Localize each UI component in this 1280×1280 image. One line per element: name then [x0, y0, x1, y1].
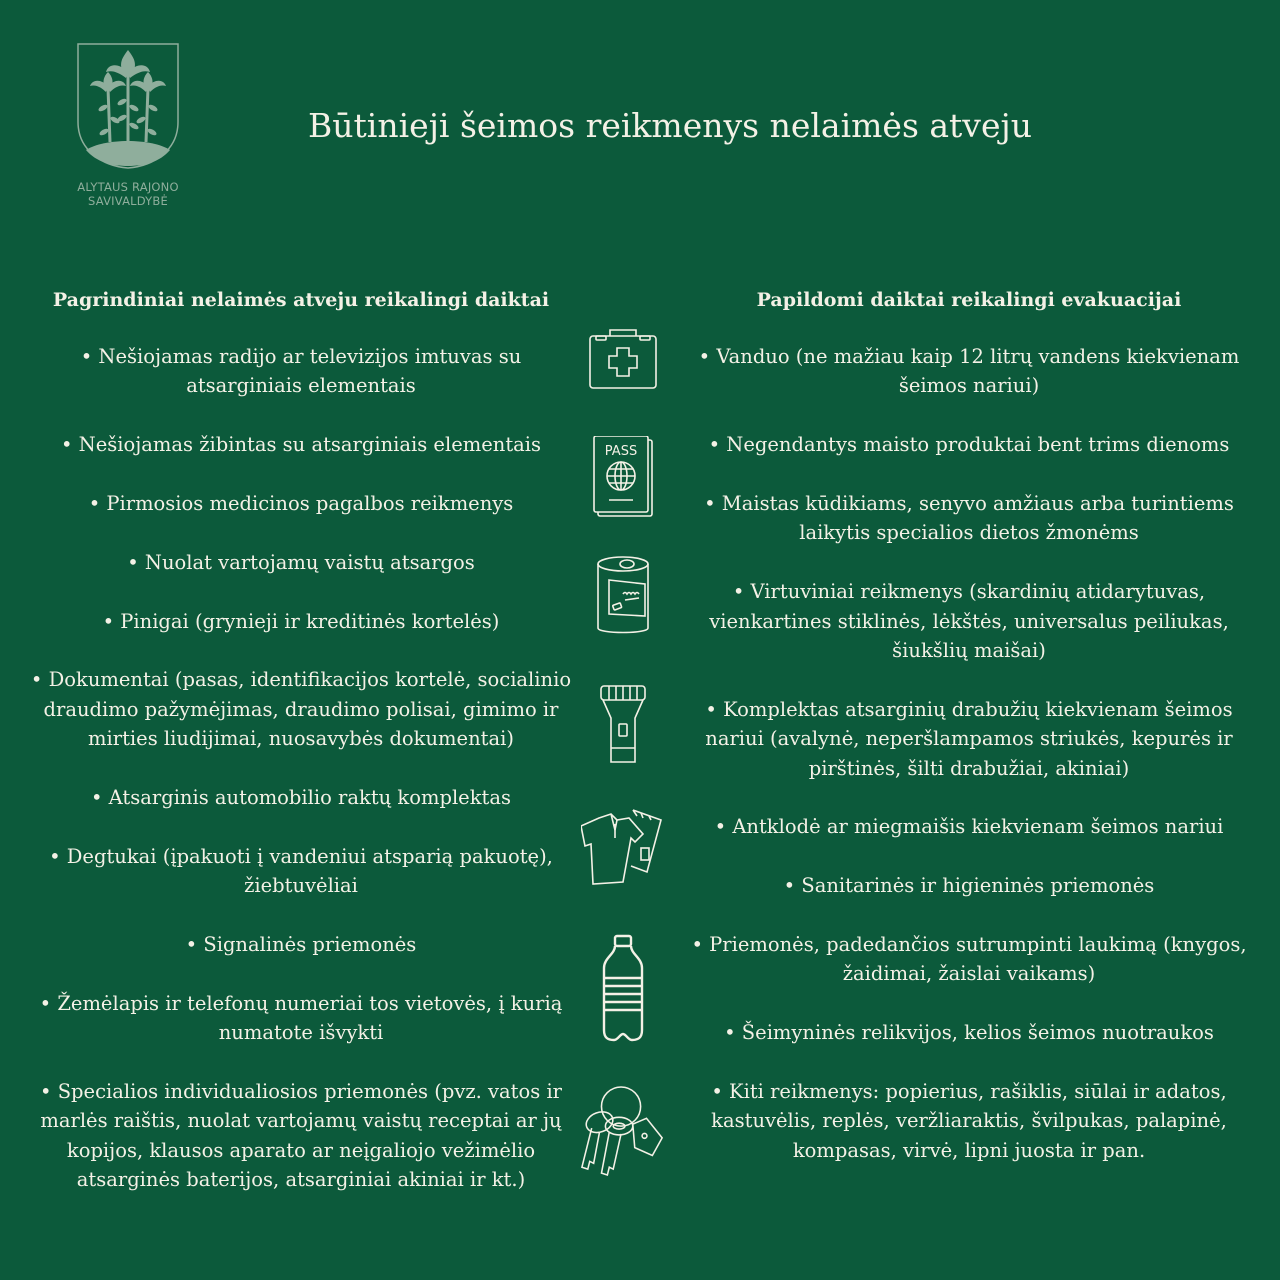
list-item: • Vanduo (ne mažiau kaip 12 litrų vandens kiekvienam šeimos nariui) [698, 345, 1240, 398]
list-item: • Kiti reikmenys: popierius, rašiklis, siūlai ir adatos, kastuvėlis, replės, veržliaraktis, švilpukas, palapinė, kompasas, virvė, lipni juosta ir pan. [711, 1080, 1227, 1162]
flashlight-icon [578, 684, 668, 766]
list-item: • Nešiojamas žibintas su atsarginiais elementais [60, 433, 542, 457]
list-item: • Žemėlapis ir telefonų numeriai tos vietovės, į kurią numatote išvykti [39, 991, 563, 1045]
clothes-icon [578, 808, 668, 890]
list-item: • Maistas kūdikiams, senyvo amžiaus arba turintiems laikytis specialios dietos žmonėms [704, 492, 1234, 545]
canned-food-icon [578, 556, 668, 638]
list-item: • Negendantys maisto produktai bent trims dienoms [708, 433, 1230, 457]
logo-line-2: SAVIVALDYBĖ [88, 194, 168, 208]
first-aid-kit-icon [578, 326, 668, 390]
list-item: • Pinigai (grynieji ir kreditinės kortelės) [102, 609, 500, 633]
page-title: Būtinieji šeimos reikmenys nelaimės atveju [308, 106, 1032, 145]
list-item: • Dokumentai (pasas, identifikacijos kortelė, socialinio draudimo pažymėjimas, draudimo polisai, gimimo ir mirties liudijimai, nuosavybės dokumentai) [30, 668, 572, 751]
logo-text [64, 180, 192, 208]
list-item: • Signalinės priemonės [185, 933, 417, 956]
evacuation-items-column [680, 286, 1258, 1195]
evacuation-items-heading: Papildomi daiktai reikalingi evakuacijai [756, 289, 1182, 311]
list-item: • Virtuviniai reikmenys (skardinių atidarytuvas, vienkartines stiklinės, lėkštės, universalus peiliukas, šiukšlių maišai) [709, 580, 1229, 663]
passport-icon [578, 436, 668, 518]
keys-icon [578, 1084, 668, 1178]
svg-text:PASS: PASS [604, 444, 638, 459]
list-item: • Pirmosios medicinos pagalbos reikmenys [88, 492, 514, 515]
basic-items-heading: Pagrindiniai nelaimės atveju reikalingi daiktai [52, 289, 550, 311]
list-item: • Specialios individualiosios priemonės (pvz. vatos ir marlės raištis, nuolat vartojamų vaistų receptai ar jų kopijos, klausos aparato ar neįgaliojo vežimėlio atsarginės baterijos, atsarginiai akiniai ir kt.) [40, 1080, 562, 1192]
list-item: • Atsarginis automobilio raktų komplektas [90, 786, 512, 809]
water-bottle-icon [578, 934, 668, 1042]
list-item: • Nuolat vartojamų vaistų atsargos [127, 550, 475, 574]
list-item: • Komplektas atsarginių drabužių kiekvienam šeimos nariui (avalynė, neperšlampamos striukės, kepurės ir pirštinės, šilti drabužiai, akiniai) [705, 697, 1233, 780]
list-item: • Priemonės, padedančios sutrumpinti laukimą (knygos, žaidimai, žaislai vaikams) [691, 933, 1247, 986]
list-item: • Degtukai (įpakuoti į vandeniui atsparią pakuotę), žiebtuvėliai [49, 844, 553, 898]
basic-items-column [28, 286, 574, 1224]
list-item: • Nešiojamas radijo ar televizijos imtuvas su atsarginiais elementais [80, 345, 522, 398]
list-item: • Šeimyninės relikvijos, kelios šeimos nuotraukos [724, 1021, 1214, 1045]
logo-line-1: ALYTAUS RAJONO [77, 180, 179, 194]
list-item: • Sanitarinės ir higieninės priemonės [783, 874, 1155, 898]
list-item: • Antklodė ar miegmaišis kiekvienam šeimos nariui [714, 815, 1224, 839]
